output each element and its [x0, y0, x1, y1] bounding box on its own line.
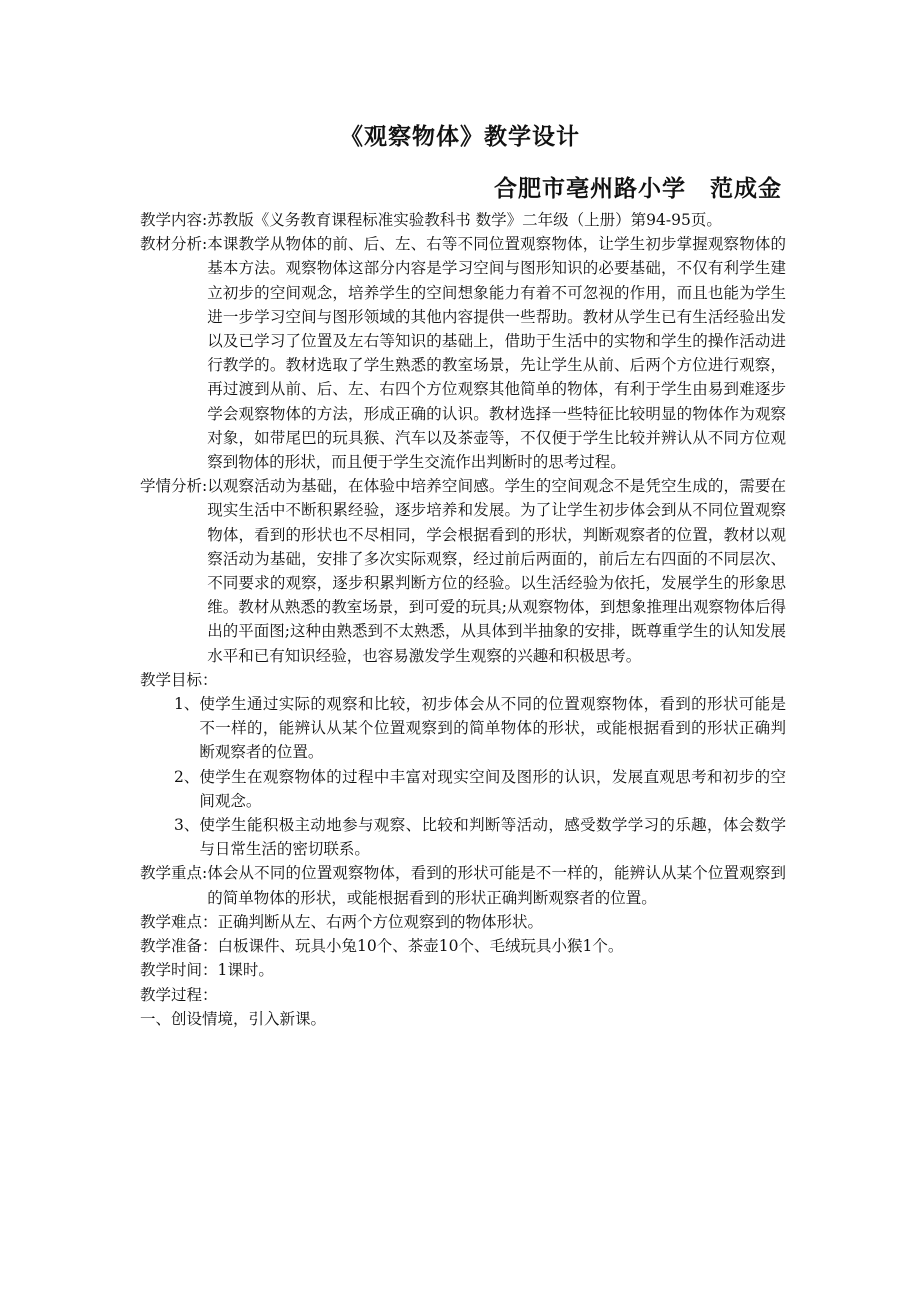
- section-teaching-content: [140, 208, 786, 232]
- section-goals-heading: 教学目标：: [140, 670, 218, 689]
- section-text: 体会从不同的位置观察物体，看到的形状可能是不一样的，能辨认从某个位置观察到的简单物体的形状，或能根据看到的形状正确判断观察者的位置。: [207, 864, 786, 907]
- section-text: 正确判断从左、右两个方位观察到的物体形状。: [217, 912, 544, 931]
- goal-text: 使学生通过实际的观察和比较，初步体会从不同的位置观察物体，看到的形状可能是不一样的，能辨认从某个位置观察到的简单物体的形状，或能根据看到的形状正确判断观察者的位置。: [199, 695, 786, 762]
- section-label: 教学准备：: [140, 937, 218, 956]
- section-label: 教学时间：: [140, 961, 218, 980]
- section-label: 学情分析:: [140, 477, 208, 496]
- goal-number: 3、: [174, 816, 200, 835]
- goal-item: [140, 765, 786, 813]
- section-difficulty: [140, 910, 786, 934]
- section-label: 教材分析:: [140, 235, 208, 254]
- section-text: 白板课件、玩具小兔10个、茶壶10个、毛绒玩具小猴1个。: [217, 937, 624, 956]
- section-text: 本课教学从物体的前、后、左、右等不同位置观察物体，让学生初步掌握观察物体的基本方法。观察物体这部分内容是学习空间与图形知识的必要基础，不仅有利学生建立初步的空间观念，培养学生的空间想象能力有着不可忽视的作用，而且也能为学生进一步学习空间与图形领域的其他内容提供一些帮助。教材从学生已有生活经验出发以及已学习了位置及左右等知识的基础上，借助于生活中的实物和学生的操作活动进行教学的。教材选取了学生熟悉的教室场景，先让学生从前、后两个方位进行观察，再过渡到从前、后、左、右四个方位观察其他简单的物体，有利于学生由易到难逐步学会观察物体的方法，形成正确的认识。教材选择一些特征比较明显的物体作为观察对象，如带尾巴的玩具猴、汽车以及茶壶等，不仅便于学生比较并辨认从不同方位观察到物体的形状，而且便于学生交流作出判断时的思考过程。: [207, 235, 786, 472]
- section-text: 苏教版《义务教育课程标准实验教科书 数学》二年级（上册）第94-95页。: [207, 211, 722, 229]
- section-text: 1课时。: [217, 961, 274, 980]
- goal-text: 使学生在观察物体的过程中丰富对现实空间及图形的认识，发展直观思考和初步的空间观念。: [199, 767, 786, 810]
- goal-text: 使学生能积极主动地参与观察、比较和判断等活动，感受数学学习的乐趣，体会数学与日常生活的密切联系。: [199, 816, 786, 859]
- section-material-analysis: [140, 232, 786, 474]
- goal-number: 2、: [174, 767, 200, 786]
- document-title: 《观察物体》教学设计: [340, 124, 580, 150]
- document-author: 合肥市亳州路小学 范成金: [494, 176, 782, 202]
- document-body: [140, 208, 786, 1031]
- section-learner-analysis: [140, 474, 786, 668]
- section-label: 教学重点:: [140, 864, 208, 883]
- process-step-heading: 一、创设情境，引入新课。: [140, 1009, 327, 1028]
- section-duration: [140, 958, 786, 982]
- section-preparation: [140, 934, 786, 958]
- goal-item: [140, 692, 786, 765]
- goal-item: [140, 813, 786, 861]
- section-label: 教学内容:: [140, 211, 208, 229]
- section-key-points: [140, 861, 786, 909]
- section-label: 教学难点：: [140, 912, 218, 931]
- goal-number: 1、: [174, 695, 200, 714]
- section-process-heading: 教学过程：: [140, 985, 218, 1004]
- section-text: 以观察活动为基础，在体验中培养空间感。学生的空间观念不是凭空生成的，需要在现实生活中不断积累经验，逐步培养和发展。为了让学生初步体会到从不同位置观察物体，看到的形状也不尽相同，学会根据看到的形状，判断观察者的位置，教材以观察活动为基础，安排了多次实际观察，经过前后两面的，前后左右四面的不同层次、不同要求的观察，逐步积累判断方位的经验。以生活经验为依托，发展学生的形象思维。教材从熟悉的教室场景，到可爱的玩具;从观察物体，到想象推理出观察物体后得出的平面图;这种由熟悉到不太熟悉，从具体到半抽象的安排，既尊重学生的认知发展水平和已有知识经验，也容易激发学生观察的兴趣和积极思考。: [207, 477, 786, 665]
